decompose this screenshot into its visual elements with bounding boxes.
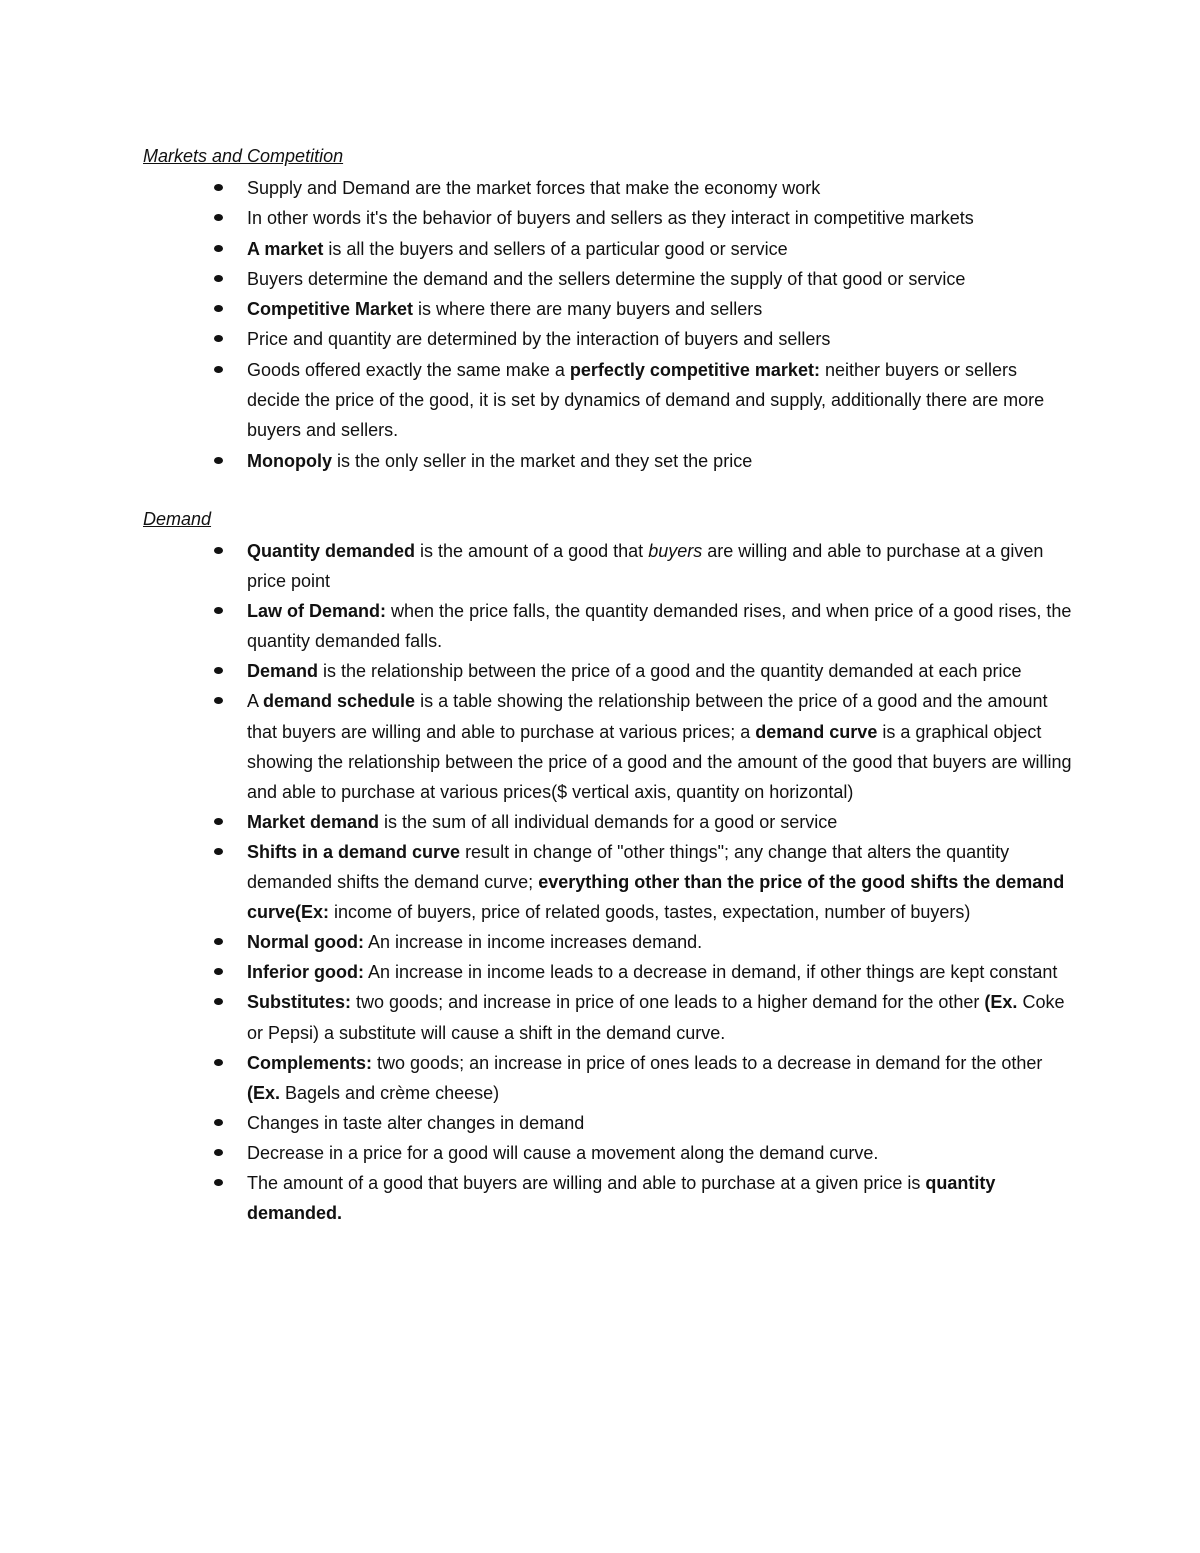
text-run: is the only seller in the market and they set the price bbox=[331, 450, 753, 471]
bullet-icon bbox=[214, 998, 223, 1005]
text-run: Bagels and crème cheese) bbox=[280, 1082, 500, 1103]
bullet-list bbox=[143, 536, 1073, 1228]
bullet-icon bbox=[214, 214, 223, 221]
bold-text: A market bbox=[247, 238, 324, 259]
bold-text: Demand bbox=[247, 661, 319, 682]
list-item bbox=[143, 294, 1073, 324]
text-run: Decrease in a price for a good will cause a movement along the demand curve. bbox=[247, 1142, 879, 1163]
text-run: is the relationship between the price of a good and the quantity demanded at each price bbox=[318, 661, 1022, 682]
text-run: is all the buyers and sellers of a particular good or service bbox=[323, 238, 788, 259]
list-item bbox=[143, 656, 1073, 686]
list-item bbox=[143, 1138, 1073, 1168]
bold-text: everything other than the price of the good shifts the demand curve(Ex: bbox=[247, 872, 1065, 923]
bold-text: Market demand bbox=[247, 811, 380, 832]
bullet-icon bbox=[214, 457, 223, 464]
list-item bbox=[143, 837, 1073, 927]
text-run: Supply and Demand are the market forces that make the economy work bbox=[247, 178, 821, 198]
bold-text: demand curve bbox=[755, 721, 878, 742]
text-run: The amount of a good that buyers are willing and able to purchase at a given price is bbox=[247, 1172, 926, 1193]
list-item bbox=[143, 536, 1073, 596]
section-heading: Demand bbox=[143, 509, 212, 529]
text-run: Coke or Pepsi) a substitute will cause a shift in the demand curve. bbox=[247, 992, 1065, 1043]
text-run: Goods offered exactly the same make a bbox=[247, 359, 570, 380]
text-run: is a table showing the relationship between the price of a good and the amount that buyers are willing and able to purchase at various prices; a bbox=[247, 691, 1048, 742]
bullet-icon bbox=[214, 1179, 223, 1186]
list-item bbox=[143, 1168, 1073, 1228]
bullet-icon bbox=[214, 938, 223, 945]
section-demand bbox=[143, 506, 1073, 1228]
list-item bbox=[143, 957, 1073, 987]
list-item bbox=[143, 686, 1073, 806]
bullet-icon bbox=[214, 245, 223, 252]
text-run: Price and quantity are determined by the interaction of buyers and sellers bbox=[247, 329, 831, 350]
bold-text: demand schedule bbox=[263, 691, 416, 712]
bold-text: (Ex. bbox=[984, 992, 1018, 1013]
bullet-icon bbox=[214, 667, 223, 674]
bold-text: Inferior good: bbox=[247, 962, 364, 983]
list-item bbox=[143, 264, 1073, 294]
section-heading: Markets and Competition bbox=[143, 146, 344, 166]
list-item bbox=[143, 987, 1073, 1047]
text-run: is the sum of all individual demands for a good or service bbox=[379, 811, 838, 832]
list-item bbox=[143, 927, 1073, 957]
bold-text: Substitutes: bbox=[247, 992, 352, 1013]
text-run: is the amount of a good that bbox=[415, 541, 649, 561]
list-item bbox=[143, 355, 1073, 446]
bullet-icon bbox=[214, 1149, 223, 1156]
text-run: result in change of "other things"; any change that alters the quantity demanded shifts the demand curve; bbox=[247, 841, 1010, 893]
text-run: Buyers determine the demand and the sellers determine the supply of that good or service bbox=[247, 268, 966, 289]
bold-text: perfectly competitive market: bbox=[569, 359, 820, 380]
bold-text: Competitive Market bbox=[247, 299, 414, 320]
bullet-list bbox=[143, 173, 1073, 476]
bold-text: Normal good: bbox=[247, 932, 364, 953]
bullet-icon bbox=[214, 1119, 223, 1126]
text-run: two goods; an increase in price of ones leads to a decrease in demand for the other bbox=[372, 1052, 1043, 1073]
bold-text: Law of Demand: bbox=[247, 601, 387, 622]
bullet-icon bbox=[214, 968, 223, 975]
bullet-icon bbox=[214, 184, 223, 191]
bold-text: quantity demanded. bbox=[247, 1172, 996, 1224]
bullet-icon bbox=[214, 1059, 223, 1066]
bold-text: (Ex. bbox=[247, 1082, 281, 1103]
list-item bbox=[143, 324, 1073, 354]
bullet-icon bbox=[214, 547, 223, 554]
section-markets-and-competition bbox=[143, 143, 1073, 476]
italic-text: buyers bbox=[648, 541, 703, 561]
list-item bbox=[143, 203, 1073, 233]
text-run: income of buyers, price of related goods, tastes, expectation, number of buyers) bbox=[329, 902, 971, 923]
list-item bbox=[143, 596, 1073, 656]
bold-text: Shifts in a demand curve bbox=[247, 841, 461, 862]
bullet-icon bbox=[214, 305, 223, 312]
text-run: two goods; and increase in price of one leads to a higher demand for the other bbox=[351, 992, 985, 1013]
bullet-icon bbox=[214, 335, 223, 342]
bullet-icon bbox=[214, 275, 223, 282]
bullet-icon bbox=[214, 607, 223, 614]
text-run: neither buyers or sellers decide the price of the good, it is set by dynamics of demand and supply, additionally there are more buyers and sellers. bbox=[247, 359, 1045, 441]
list-item bbox=[143, 1108, 1073, 1138]
list-item bbox=[143, 1048, 1073, 1108]
text-run: is a graphical object showing the relationship between the price of a good and the amount of the good that buyers are willing and able to purchase at various prices($ vertical axis, quantity on horizontal) bbox=[247, 721, 1072, 802]
bullet-icon bbox=[214, 366, 223, 373]
list-item bbox=[143, 234, 1073, 264]
list-item bbox=[143, 807, 1073, 837]
text-run: when the price falls, the quantity demanded rises, and when price of a good rises, the quantity demanded falls. bbox=[247, 601, 1072, 652]
text-run: are willing and able to purchase at a given price point bbox=[247, 541, 1044, 592]
bold-text: Complements: bbox=[247, 1052, 373, 1073]
bullet-icon bbox=[214, 818, 223, 825]
bullet-icon bbox=[214, 697, 223, 704]
text-run: A bbox=[247, 691, 264, 712]
text-run: In other words it's the behavior of buyers and sellers as they interact in competitive markets bbox=[247, 208, 974, 229]
bold-text: Monopoly bbox=[247, 450, 332, 471]
bold-text: Quantity demanded bbox=[247, 541, 416, 561]
list-item bbox=[143, 446, 1073, 476]
text-run: An increase in income leads to a decrease in demand, if other things are kept constant bbox=[363, 962, 1058, 983]
text-run: An increase in income increases demand. bbox=[364, 932, 703, 953]
list-item bbox=[143, 173, 1073, 203]
text-run: Changes in taste alter changes in demand bbox=[247, 1112, 585, 1133]
text-run: is where there are many buyers and sellers bbox=[413, 299, 763, 320]
bullet-icon bbox=[214, 848, 223, 855]
